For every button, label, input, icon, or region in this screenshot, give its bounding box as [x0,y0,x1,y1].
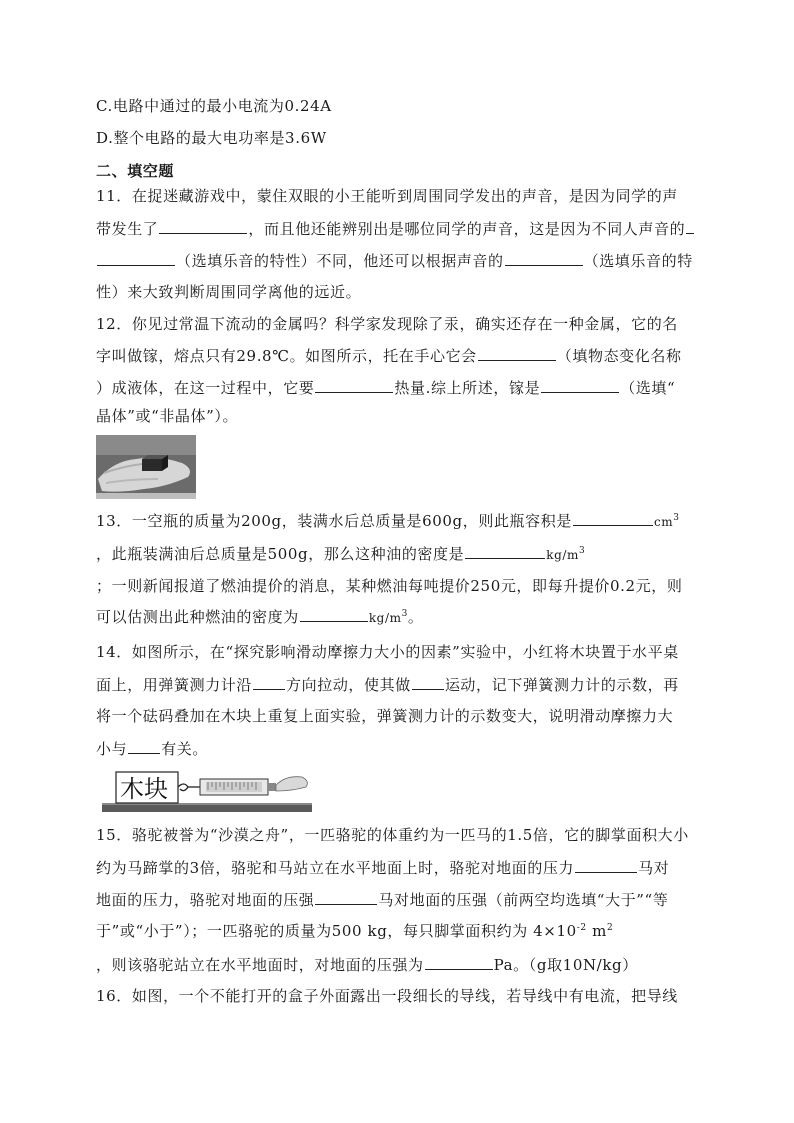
answer-blank[interactable] [541,377,619,393]
hand-gallium-figure [96,435,196,499]
answer-blank[interactable] [575,857,637,873]
q14-line-2: 面上，用弹簧测力计沿 方向拉动，使其做 运动，记下弹簧测力计的示数，再 [96,676,679,694]
q13-line-3: ；一则新闻报道了燃油提价的消息，某种燃油每吨提价250元，即每升提价0.2元，则 [96,577,683,595]
wood-block-spring-scale-figure [96,769,316,813]
answer-blank[interactable] [425,954,493,970]
q15-line-5: ，则该骆驼站立在水平地面时，对地面的压强为 Pa。（g取10N/kg） [96,956,638,974]
q14-line-3: 将一个砝码叠加在木块上重复上面实验，弹簧测力计的示数变大，说明滑动摩擦力大 [96,707,674,725]
answer-blank[interactable] [465,543,545,559]
answer-blank[interactable] [128,738,160,754]
q14-line-1: 14．如图所示，在“探究影响滑动摩擦力大小的因素”实验中，小红将木块置于水平桌 [96,643,679,661]
answer-blank[interactable] [159,218,247,234]
option-d: D.整个电路的最大电功率是3.6W [96,129,327,147]
answer-blank[interactable] [300,606,368,622]
q15-line-2: 约为马蹄掌的3倍，骆驼和马站立在水平地面上时，骆驼对地面的压力 马对 [96,859,670,877]
q13-line-1: 13．一空瓶的质量为200g，装满水后总质量是600g，则此瓶容积是 $cm^3$ [96,512,680,530]
answer-blank[interactable] [315,889,377,905]
q12-line-2: 字叫做镓，熔点只有29.8℃。如图所示，托在手心它会 （填物态变化名称 [96,347,682,365]
answer-blank[interactable] [97,250,175,266]
q15-line-1: 15．骆驼被誉为“沙漠之舟”，一匹骆驼的体重约为一匹马的1.5倍，它的脚掌面积大小 [96,826,689,844]
q16-line-1: 16．如图，一个不能打开的盒子外面露出一段细长的导线，若导线中有电流，把导线 [96,987,678,1005]
q11-line-3: （选填乐音的特性）不同，他还可以根据声音的 （选填乐音的特 [96,250,693,270]
q11-line-1: 11．在捉迷藏游戏中，蒙住双眼的小王能听到周围同学发出的声音，是因为同学的声 [96,187,678,205]
q15-line-4: 于”或“小于”）；一匹骆驼的质量为500 kg，每只脚掌面积约为 $4\times 10^{-2}$ $m^2$ [96,922,614,940]
q13-line-2: ，此瓶装满油后总质量是500g，那么这种油的密度是 $kg/m^3$ [96,545,586,563]
answer-blank[interactable] [412,674,444,690]
option-c: C.电路中通过的最小电流为0.24A [96,97,332,115]
answer-blank[interactable] [505,250,583,266]
q11-line-4: 性）来大致判断周围同学离他的远近。 [96,283,362,301]
answer-blank[interactable] [315,377,393,393]
q13-line-4: 可以估测出此种燃油的密度为 $kg/m^3$。 [96,608,424,626]
q12-line-3: ）成液体，在这一过程中，它要 热量.综上所述，镓是 （选填“ [96,379,676,397]
q11-line-2: 带发生了 ，而且他还能辨别出是哪位同学的声音，这是因为不同人声音的 [96,218,695,238]
q15-line-3: 地面的压力，骆驼对地面的压强 马对地面的压强（前两空均选填“大于”“等 [96,891,669,909]
section-heading: 二、填空题 [96,162,175,180]
answer-blank[interactable] [253,674,285,690]
wood-block-label: 木块 [120,775,168,803]
answer-blank[interactable] [686,218,694,234]
answer-blank[interactable] [573,510,653,526]
answer-blank[interactable] [478,345,556,361]
q12-line-1: 12．你见过常温下流动的金属吗？科学家发现除了汞，确实还存在一种金属，它的名 [96,315,678,333]
q12-line-4: 晶体”或“非晶体”）。 [96,407,239,425]
q14-line-4: 小与 有关。 [96,740,209,758]
